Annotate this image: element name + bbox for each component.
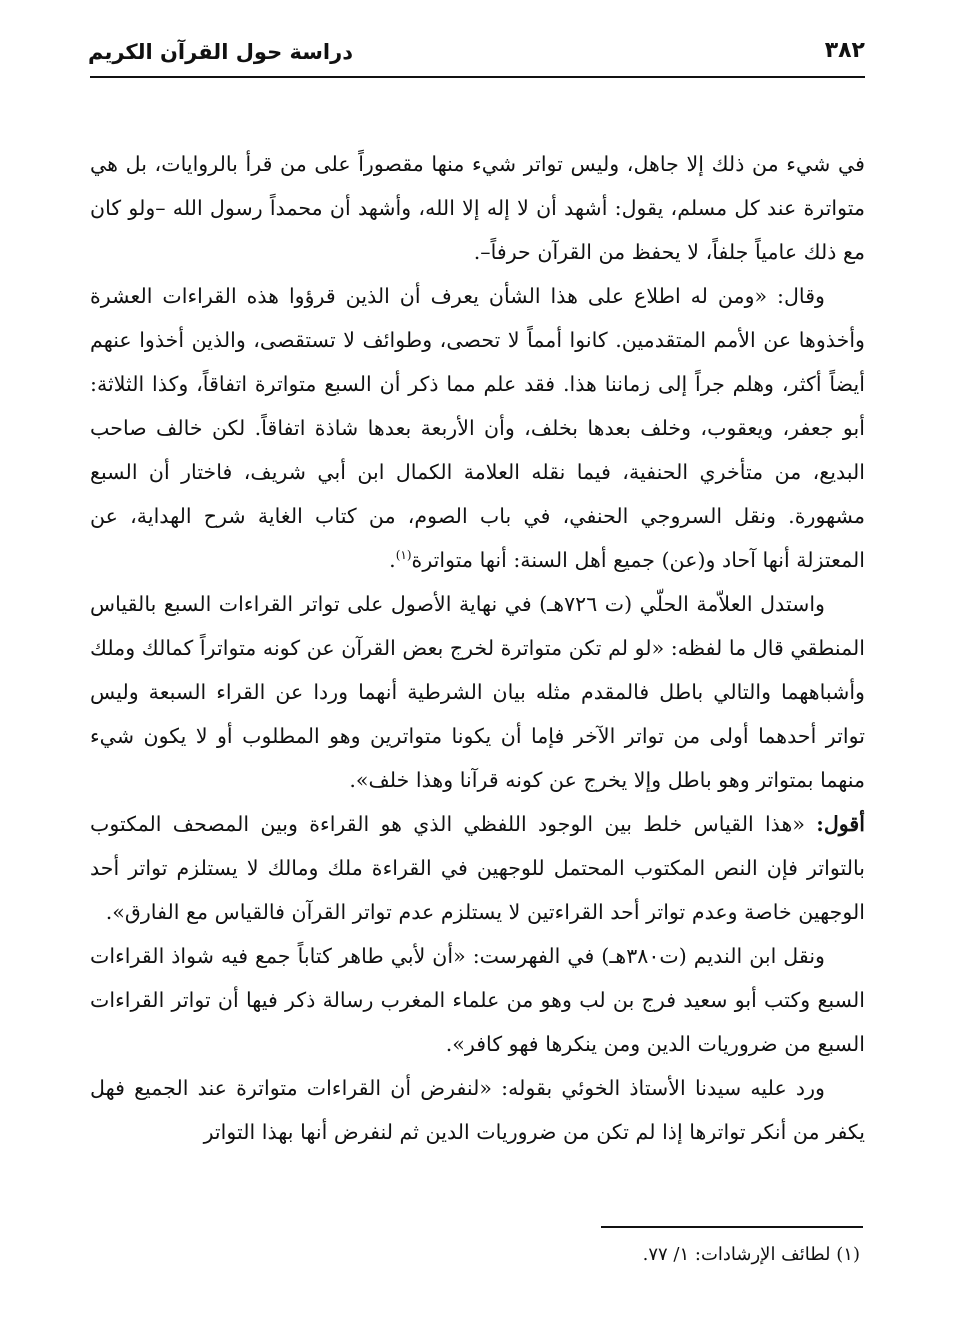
page-number: ٣٨٢ [824,38,865,63]
running-title: دراسة حول القرآن الكريم [87,40,353,64]
body-text [90,142,865,1154]
footnote-rule [601,1226,863,1228]
paragraph-4 [90,802,865,934]
paragraph-2 [90,274,865,582]
footnote-reference: (١) [395,548,412,563]
header-rule [90,76,865,78]
paragraph-2-text: وقال: «ومن له اطلاع على هذا الشأن يعرف أن الذين قرؤوا هذه القراءات العشرة وأخذوها عن الأمم المتقدمين. كانوا أمماً لا تحصى، وطوائف لا تستقصى، والذين أخذوا عنهم أيضاً أكثر، وهلم جراً إلى زماننا هذا. فقد علم مما ذكر أن السبع متواترة اتفاقاً، وكذا الثلاثة: أبو جعفر، ويعقوب، وخلف بعدها بخلف، وأن الأربعة بعدها شاذة اتفاقاً. لكن خالف صاحب البديع، من متأخري الحنفية، فيما نقله العلامة الكمال ابن أبي شريف، فاختار أن السبع مشهورة. ونقل السروجي الحنفي، في باب الصوم، من كتاب الغاية شرح الهداية، عن المعتزلة أنها آحاد و(عن) جميع أهل السنة: أنها متواترة [90,284,865,572]
page-header [87,30,865,78]
paragraph-6: ورد عليه سيدنا الأستاذ الخوئي بقوله: «لنفرض أن القراءات متواترة عند الجميع فهل يكفر من أنكر تواترها إذا لم تكن من ضروريات الدين ثم لنفرض أنها بهذا التواتر [90,1076,865,1144]
paragraph-4-text: «هذا القياس خلط بين الوجود اللفظي الذي هو القراءة وبين المصحف المكتوب بالتواتر فإن النص المكتوب المحتمل للوجهين في القراءة ملك ومالك لا يستلزم تواتر أحد الوجهين خاصة وعدم تواتر أحد القراءتين لا يستلزم عدم تواتر القرآن فالقياس مع الفارق». [90,812,865,924]
paragraph-1: في شيء من ذلك إلا جاهل، وليس تواتر شيء منها مقصوراً على من قرأ بالروايات، بل هي متواترة عند كل مسلم، يقول: أشهد أن لا إله إلا الله، وأشهد أن محمداً رسول الله –ولو كان مع ذلك عامياً جلفاً، لا يحفظ من القرآن حرفاً–. [90,152,865,264]
paragraph-5: ونقل ابن النديم (ت٣٨٠هـ) في الفهرست: «أن لأبي طاهر كتاباً جمع فيه شواذ القراءات السبع وكتب أبو سعيد فرج بن لب وهو من علماء المغرب رسالة ذكر فيها أن تواتر القراءات السبع من ضروريات الدين ومن ينكرها فهو كافر». [90,944,865,1056]
paragraph-4-lead: أقول: [816,812,865,836]
paragraph-3: واستدل العلاّمة الحلّي (ت ٧٢٦هـ) في نهاية الأصول على تواتر القراءات السبع بالقياس المنطقي قال ما لفظه: «لو لم تكن متواترة لخرج بعض القرآن عن كونه متواتراً كمالك وملك وأشباههما والتالي باطل فالمقدم مثله بيان الشرطية أنهما وردا عن القراء السبعة وليس تواتر أحدهما أولى من تواتر الآخر فإما أن يكونا متواترين وهو المطلوب أو لا يكون شيء منهما بمتواتر وهو باطل وإلا يخرج عن كونه قرآنا وهذا خلف». [90,592,865,792]
paragraph-2-end: . [389,548,396,572]
footnote: (١) لطائف الإرشادات: ١/ ٧٧. [642,1244,860,1265]
